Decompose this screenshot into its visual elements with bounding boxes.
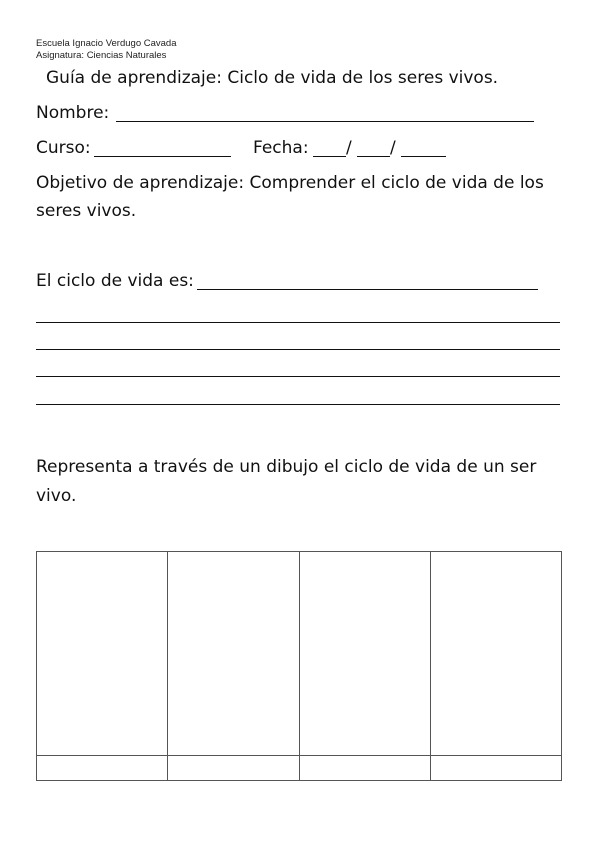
instruction-line-1: Representa a través de un dibujo el ciclo de vida de un ser — [36, 457, 537, 477]
caption-box[interactable] — [299, 756, 430, 781]
drawing-box[interactable] — [430, 552, 561, 756]
page-title: Guía de aprendizaje: Ciclo de vida de los seres vivos. — [46, 68, 499, 88]
school-name: Escuela Ignacio Verdugo Cavada — [36, 38, 177, 49]
answer-line[interactable] — [36, 322, 560, 323]
caption-box[interactable] — [430, 756, 561, 781]
curso-blank[interactable] — [94, 156, 231, 157]
fecha-separator: / — [346, 138, 352, 158]
answer-blank-inline[interactable] — [197, 289, 538, 290]
answer-line[interactable] — [36, 376, 560, 377]
caption-box[interactable] — [168, 756, 299, 781]
caption-box[interactable] — [37, 756, 168, 781]
drawing-grid — [36, 551, 562, 781]
fecha-month-blank[interactable] — [357, 156, 390, 157]
fecha-day-blank[interactable] — [313, 156, 346, 157]
drawing-box[interactable] — [299, 552, 430, 756]
drawing-box[interactable] — [168, 552, 299, 756]
objective-line-2: seres vivos. — [36, 201, 137, 221]
answer-line[interactable] — [36, 404, 560, 405]
fecha-separator: / — [390, 138, 396, 158]
answer-line[interactable] — [36, 349, 560, 350]
subject-name: Asignatura: Ciencias Naturales — [36, 50, 167, 61]
objective-line-1: Objetivo de aprendizaje: Comprender el ciclo de vida de los — [36, 173, 544, 193]
nombre-label: Nombre: — [36, 103, 110, 123]
curso-label: Curso: — [36, 138, 91, 158]
drawing-box[interactable] — [37, 552, 168, 756]
fecha-label: Fecha: — [253, 138, 309, 158]
nombre-blank[interactable] — [116, 121, 534, 122]
ciclo-question-label: El ciclo de vida es: — [36, 271, 194, 291]
fecha-year-blank[interactable] — [401, 156, 446, 157]
instruction-line-2: vivo. — [36, 486, 77, 506]
